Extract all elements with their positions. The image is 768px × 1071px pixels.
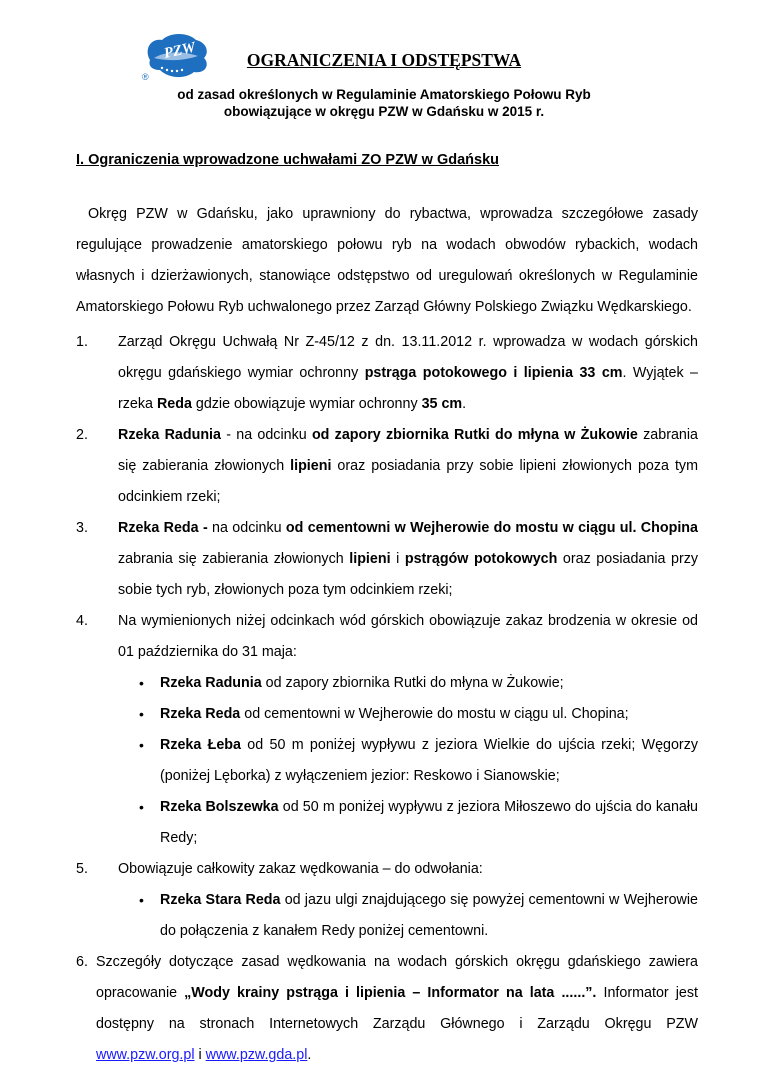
intro-paragraph: Okręg PZW w Gdańsku, jako uprawniony do rybactwa, wprowadza szczegółowe zasady regulujące prowadzenie amatorskiego połowu ryb na wodach obwodów rybackich, wodach własnych i dzierżawionych, stanowiące odstępstwo od uregulowań określonych w Regulaminie Amatorskiego Połowu Ryb uchwalonego przez Zarząd Główny Polskiego Związku Wędkarskiego. xyxy=(76,206,698,315)
section-heading: I. Ograniczenia wprowadzone uchwałami ZO PZW w Gdańsku xyxy=(76,152,499,168)
rule-5: 5. Obowiązuje całkowity zakaz wędkowania – do odwołania: • Rzeka Stara Reda od jazu ulgi znajdującego się powyżej cementowni w Wejherowie do połączenia z kanałem Redy poniżej cementowni. xyxy=(76,854,698,947)
subtitle-line-2: obowiązujące w okręgu PZW w Gdańsku w 2015 r. xyxy=(223,104,545,119)
subtitle-line-1: od zasad określonych w Regulaminie Amatorskiego Połowu Ryb xyxy=(177,87,591,102)
bullet-icon: • xyxy=(139,892,144,908)
list-item: • Rzeka Radunia od zapory zbiornika Rutki do młyna w Żukowie; xyxy=(76,668,698,699)
document-title: OGRANICZENIA I ODSTĘPSTWA xyxy=(246,50,522,70)
document-body xyxy=(76,199,698,1071)
pzw-org-link[interactable]: www.pzw.org.pl xyxy=(96,1047,195,1063)
registered-mark: ® xyxy=(142,72,149,82)
logo-text: PZW xyxy=(162,39,197,62)
rule-3: 3. Rzeka Reda - na odcinku od cementowni w Wejherowie do mostu w ciągu ul. Chopina zabrania się zabierania złowionych lipieni i pstrągów potokowych oraz posiadania przy sobie tych ryb, złowionych poza tym odcinkiem rzeki; xyxy=(76,513,698,606)
rules-list xyxy=(76,327,698,1071)
bullet-icon: • xyxy=(139,675,144,691)
rule-number: 6. xyxy=(76,954,88,970)
rule-number: 3. xyxy=(76,520,88,536)
list-item: • Rzeka Łeba od 50 m poniżej wypływu z jeziora Wielkie do ujścia rzeki; Węgorzy (poniżej Lęborka) z wyłączeniem jezior: Reskowo i Sianowskie; xyxy=(76,730,698,792)
list-item: • Rzeka Bolszewka od 50 m poniżej wypływu z jeziora Miłoszewo do ujścia do kanału Redy; xyxy=(76,792,698,854)
bullet-icon: • xyxy=(139,799,144,815)
rule-number: 4. xyxy=(76,613,88,629)
rule-1: 1. Zarząd Okręgu Uchwałą Nr Z-45/12 z dn. 13.11.2012 r. wprowadza w wodach górskich okręgu gdańskiego wymiar ochronny pstrąga potokowego i lipienia 33 cm. Wyjątek – rzeka Reda gdzie obowiązuje wymiar ochronny 35 cm. xyxy=(76,327,698,420)
bullet-icon: • xyxy=(139,706,144,722)
list-item: • Rzeka Stara Reda od jazu ulgi znajdującego się powyżej cementowni w Wejherowie do połączenia z kanałem Redy poniżej cementowni. xyxy=(76,885,698,947)
list-item: • Rzeka Reda od cementowni w Wejherowie do mostu w ciągu ul. Chopina; xyxy=(76,699,698,730)
document-subtitle xyxy=(0,86,768,120)
bullet-icon: • xyxy=(139,737,144,753)
rule-number: 1. xyxy=(76,334,88,350)
rule-4: 4. Na wymienionych niżej odcinkach wód górskich obowiązuje zakaz brodzenia w okresie od 01 października do 31 maja: • Rzeka Radunia od zapory zbiornika Rutki do młyna w Żukowie; • Rzeka Reda od cementowni w Wejherowie do mostu w ciągu ul. Chopina; • Rzeka Łeba od 50 m poniżej wypływu z jeziora Wielkie do ujścia rzeki; Węgorzy (poniżej Lęborka) z wyłączeniem jezior: Reskowo i Sianowskie; • Rzeka Bolszewka od 50 m poniżej wypływu z jeziora Miłoszewo do ujścia do kanału Redy; xyxy=(76,606,698,854)
rule-6: 6. Szczegóły dotyczące zasad wędkowania na wodach górskich okręgu gdańskiego zawiera opracowanie „Wody krainy pstrąga i lipienia – Informator na lata ......”. Informator jest dostępny na stronach Internetowych Zarządu Głównego i Zarządu Okręgu PZW www.pzw.org.pl i www.pzw.gda.pl. xyxy=(76,947,698,1071)
rule-number: 2. xyxy=(76,427,88,443)
pzw-gda-link[interactable]: www.pzw.gda.pl xyxy=(205,1047,308,1063)
rule-2: 2. Rzeka Radunia - na odcinku od zapory zbiornika Rutki do młyna w Żukowie zabrania się zabierania złowionych lipieni oraz posiadania przy sobie lipieni złowionych poza tym odcinkiem rzeki; xyxy=(76,420,698,513)
rule-4-sublist xyxy=(76,668,698,854)
rule-number: 5. xyxy=(76,861,88,877)
rule-5-sublist xyxy=(76,885,698,947)
